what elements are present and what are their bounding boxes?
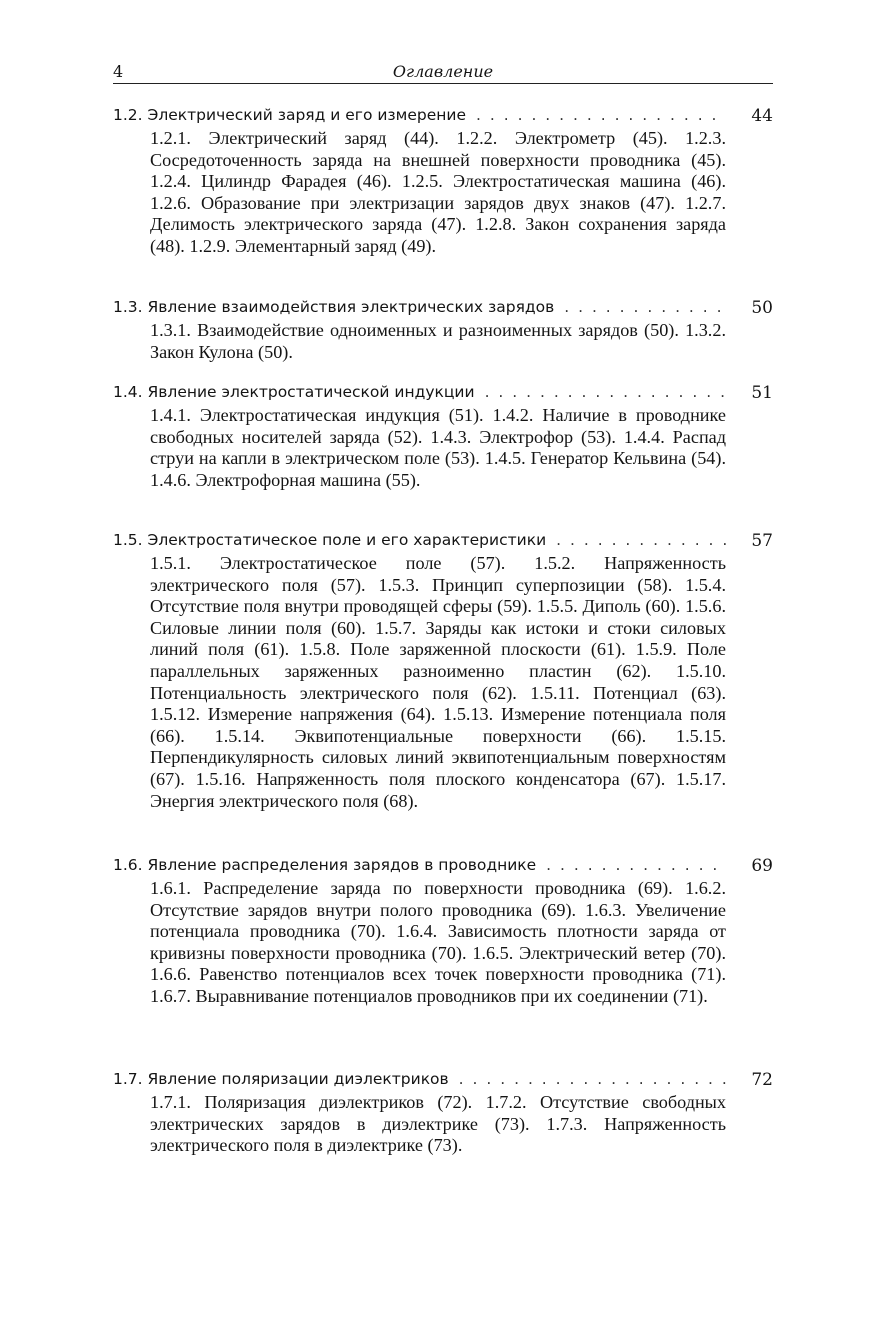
toc-entry-1-6 [113, 854, 773, 1026]
toc-entry-heading[interactable] [113, 296, 773, 320]
toc-entry-page: 51 [751, 383, 773, 403]
toc-entry-heading[interactable] [113, 104, 773, 128]
toc-entry-page: 72 [751, 1070, 773, 1090]
toc-entry-heading[interactable] [113, 1068, 773, 1092]
toc-entry-subsections: 1.2.1. Электрический заряд (44). 1.2.2. Электрометр (45). 1.2.3. Сосредоточенность заряда на внешней поверхности проводника (45). 1.2.4. Цилиндр Фарадея (46). 1.2.5. Электростатическая машина (46). 1.2.6. Образование при электризации зарядов двух знаков (47). 1.2.7. Делимость электрического заряда (47). 1.2.8. Закон сохранения заряда (48). 1.2.9. Элементарный заряд (49). [150, 128, 726, 256]
toc-entry-title[interactable]: 1.3. Явление взаимодействия электрических зарядов [113, 298, 555, 316]
leader-dots [449, 1070, 727, 1088]
toc-entry-title[interactable]: 1.5. Электростатическое поле и его характеристики [113, 531, 547, 549]
toc-entry-1-3 [113, 296, 773, 381]
toc-entry-subsections: 1.5.1. Электростатическое поле (57). 1.5.2. Напряженность электрического поля (57). 1.5.3. Принцип суперпозиции (58). 1.5.4. Отсутствие поля внутри проводящей сферы (59). 1.5.5. Диполь (60). 1.5.6. Силовые линии поля (60). 1.5.7. Заряды как истоки и стоки силовых линий поля (61). 1.5.8. Поле заряженной плоскости (61). 1.5.9. Поле параллельных заряженных разноименно пластин (62). 1.5.10. Потенциальность электрического поля (62). 1.5.11. Потенциал (63). 1.5.12. Измерение напряжения (64). 1.5.13. Измерение потенциала поля (66). 1.5.14. Эквипотенциальные поверхности (66). 1.5.15. Перпендикулярность силовых линий эквипотенциальным поверхностям (67). 1.5.16. Напряженность поля плоского конденсатора (67). 1.5.17. Энергия электрического поля (68). [150, 553, 726, 811]
toc-entry-page: 69 [751, 856, 773, 876]
toc-entry-heading[interactable] [113, 854, 773, 878]
toc-entry-title[interactable]: 1.7. Явление поляризации диэлектриков [113, 1070, 449, 1088]
running-title: Оглавление [392, 62, 494, 81]
toc-entry-title[interactable]: 1.2. Электрический заряд и его измерение [113, 106, 467, 124]
toc-entry-title[interactable]: 1.6. Явление распределения зарядов в проводнике [113, 856, 537, 874]
toc-entry-heading[interactable] [113, 529, 773, 553]
header-rule [113, 83, 773, 84]
toc-entry-1-5 [113, 529, 773, 830]
toc-entry-title[interactable]: 1.4. Явление электростатической индукции [113, 383, 475, 401]
toc-entry-heading[interactable] [113, 381, 773, 405]
page-number: 4 [113, 62, 124, 81]
leader-dots [475, 383, 727, 401]
running-header [113, 60, 773, 84]
toc-entry-subsections: 1.3.1. Взаимодействие одноименных и разноименных зарядов (50). 1.3.2. Закон Кулона (50). [150, 320, 726, 362]
leader-dots [546, 531, 727, 549]
leader-dots [554, 298, 727, 316]
toc-entry-1-4 [113, 381, 773, 510]
toc-entry-1-7 [113, 1068, 773, 1175]
toc-entry-subsections: 1.4.1. Электростатическая индукция (51). 1.4.2. Наличие в проводнике свободных носителей заряда (52). 1.4.3. Электрофор (53). 1.4.4. Распад струи на капли в электрическом поле (53). 1.4.5. Генератор Кельвина (54). 1.4.6. Электрофорная машина (55). [150, 405, 726, 490]
toc-entry-page: 44 [751, 106, 773, 126]
toc-entry-subsections: 1.6.1. Распределение заряда по поверхности проводника (69). 1.6.2. Отсутствие зарядов внутри полого проводника (69). 1.6.3. Увеличение потенциала проводника (70). 1.6.4. Зависимость плотности заряда от кривизны поверхности проводника (70). 1.6.5. Электрический ветер (70). 1.6.6. Равенство потенциалов всех точек поверхности проводника (71). 1.6.7. Выравнивание потенциалов проводников при их соединении (71). [150, 878, 726, 1006]
leader-dots [536, 856, 727, 874]
toc-entry-subsections: 1.7.1. Поляризация диэлектриков (72). 1.7.2. Отсутствие свободных электрических зарядов в диэлектрике (73). 1.7.3. Напряженность электрического поля в диэлектрике (73). [150, 1092, 726, 1156]
toc-entry-1-2 [113, 104, 773, 276]
leader-dots [466, 106, 727, 124]
toc-entry-page: 50 [751, 298, 773, 318]
toc-entry-page: 57 [751, 531, 773, 551]
